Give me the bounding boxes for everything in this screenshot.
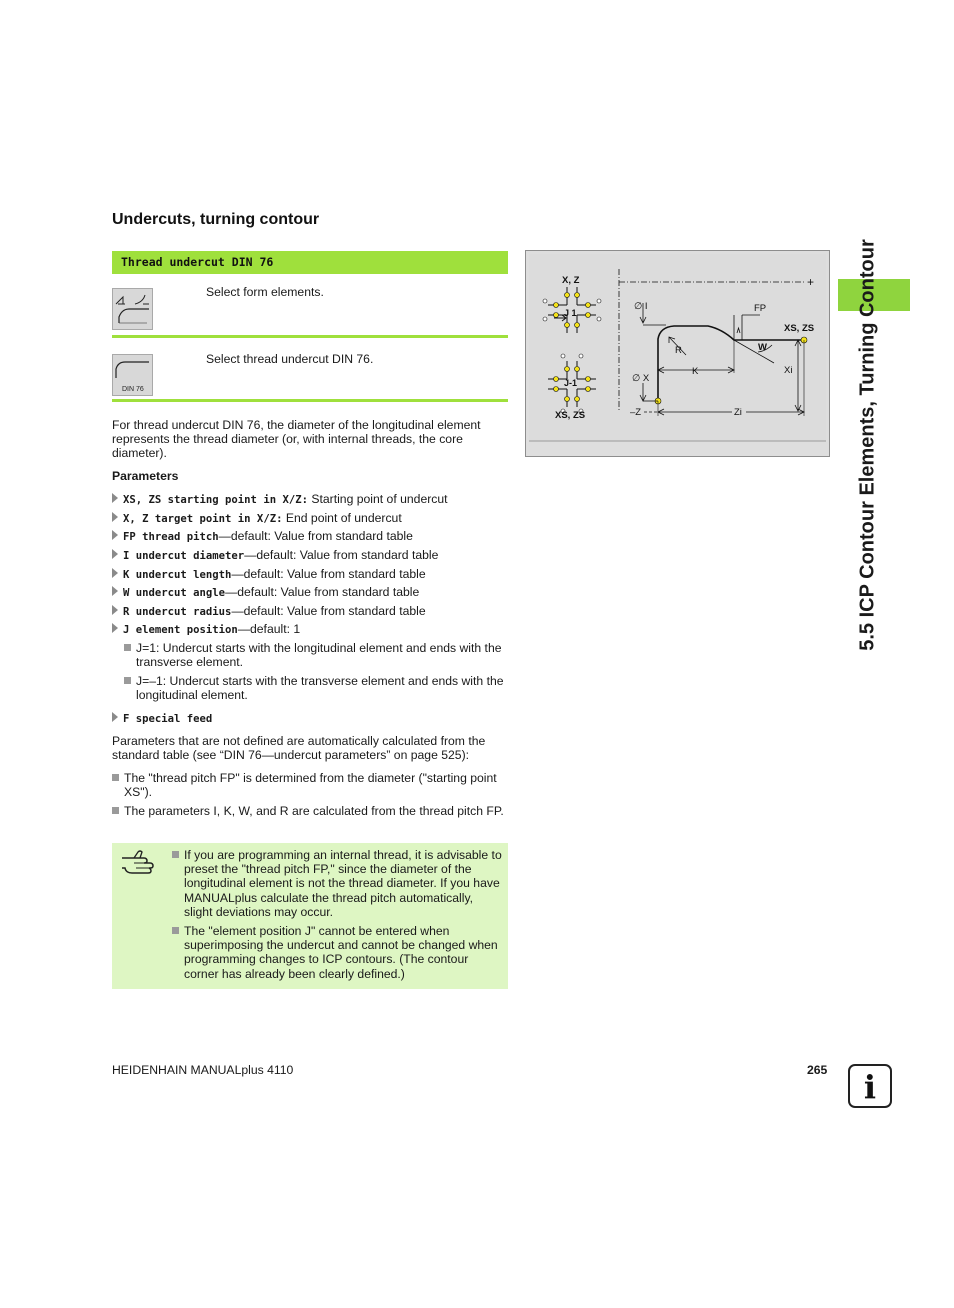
din76-icon (112, 354, 153, 396)
label-r: R (675, 345, 682, 356)
label-zi: Zi (734, 407, 742, 418)
label-xi: Xi (784, 365, 793, 376)
form-elements-icon (112, 288, 153, 330)
table-header-bar (112, 251, 508, 274)
step-2-text: Select thread undercut DIN 76. (206, 352, 374, 366)
undercut-diagram (525, 250, 830, 457)
divider (112, 399, 508, 402)
section-title: Undercuts, turning contour (112, 211, 320, 228)
parameter-item: K undercut length—default: Value from standard table (112, 567, 508, 582)
parameter-item: F special feed (112, 711, 508, 726)
parameter-item: I undercut diameter—default: Value from standard table (112, 548, 508, 563)
intro-paragraph: For thread undercut DIN 76, the diameter of the longitudinal element represents the thread diameter (or, with internal threads, the core diameter). (112, 418, 481, 461)
note-box: If you are programming an internal thread, it is advisable to preset the "thread pitch FP," since the diameter of the longitudinal element is not the thread diameter. If you have MANUALplus calculate the thread pitch automatically, slight deviations may occur. The "element position J" cannot be entered when superimposing the undercut and cannot be changed when programming changes to ICP contours. (The contour corner has already been clearly defined.) (112, 843, 508, 989)
label-xszs-left: XS, ZS (555, 410, 586, 421)
page-number: 265 (807, 1063, 828, 1077)
label-jm1: J-1 (564, 378, 578, 388)
info-icon: i (848, 1064, 892, 1108)
parameter-item: FP thread pitch—default: Value from standard table (112, 529, 508, 544)
din76-icon-label: DIN 76 (122, 386, 144, 393)
pointing-hand-icon (120, 849, 160, 875)
auto-calc-paragraph: Parameters that are not defined are automatically calculated from the standard table (see “DIN 76—undercut parameters” on page 525): (112, 734, 486, 763)
label-fp: FP (754, 303, 767, 314)
label-dia-x: ∅ X (632, 373, 650, 384)
label-minus-z: –Z (630, 407, 642, 418)
parameter-item: W undercut angle—default: Value from standard table (112, 585, 508, 600)
label-dia-i: ∅ I (634, 301, 648, 312)
table-header-label: Thread undercut DIN 76 (121, 255, 274, 269)
parameters-heading: Parameters (112, 469, 179, 483)
parameter-item: XS, ZS starting point in X/Z: Starting point of undercut (112, 492, 508, 507)
step-1-text: Select form elements. (206, 285, 324, 299)
footer-manual-name: HEIDENHAIN MANUALplus 4110 (112, 1063, 294, 1077)
divider (112, 335, 508, 338)
label-xszs: XS, ZS (784, 323, 815, 334)
label-j1: J 1 (564, 308, 577, 318)
parameter-item: X, Z target point in X/Z: End point of undercut (112, 511, 508, 526)
label-k: K (692, 366, 699, 377)
label-xz: X, Z (562, 275, 580, 286)
parameter-item: J element position—default: 1 (112, 622, 508, 637)
label-w: W (758, 342, 767, 353)
parameter-item: R undercut radius—default: Value from standard table (112, 604, 508, 619)
chapter-title: 5.5 ICP Contour Elements, Turning Contour (856, 239, 879, 651)
label-plus: + (807, 275, 815, 289)
